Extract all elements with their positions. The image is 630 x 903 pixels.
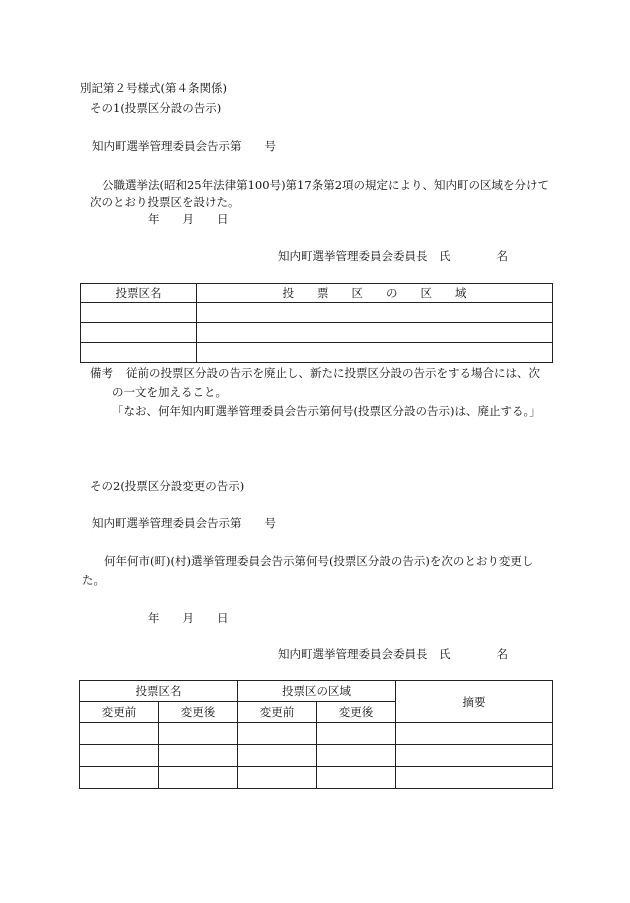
table-row xyxy=(80,723,553,745)
table-cell xyxy=(396,745,553,767)
remarks-line2: の一文を加えること。 xyxy=(112,385,227,399)
col-header-after-area: 変更後 xyxy=(317,702,396,723)
table-cell xyxy=(80,767,159,789)
col-header-district-name: 投票区名 xyxy=(81,284,197,303)
table-cell xyxy=(396,723,553,745)
table-cell xyxy=(159,745,238,767)
col-header-summary: 摘要 xyxy=(396,681,553,723)
section2-date: 年 月 日 xyxy=(148,611,229,625)
table-cell xyxy=(159,723,238,745)
group-header-district-name: 投票区名 xyxy=(80,681,238,702)
col-header-before-area: 変更前 xyxy=(238,702,317,723)
section2-table xyxy=(79,680,553,789)
remarks-label: 備考 xyxy=(90,366,113,380)
table-row xyxy=(81,323,553,343)
table-cell xyxy=(317,745,396,767)
remarks-quote: 「なお、何年知内町選挙管理委員会告示第何号(投票区分設の告示)は、廃止する。」 xyxy=(112,404,541,418)
section2-body-line2: た。 xyxy=(82,573,105,587)
table-row xyxy=(81,303,553,323)
section1-body-line1: 公職選挙法(昭和25年法律第100号)第17条第2項の規定により、知内町の区域を分けて xyxy=(102,178,550,192)
table-cell xyxy=(197,303,553,323)
remarks-line1: 従前の投票区分設の告示を廃止し、新たに投票区分設の告示をする場合には、次 xyxy=(126,366,540,380)
table-cell xyxy=(80,723,159,745)
form-title: 別記第２号様式(第４条関係) xyxy=(80,81,227,95)
table-row xyxy=(81,343,553,363)
table-cell xyxy=(80,745,159,767)
table-cell xyxy=(238,745,317,767)
table-cell xyxy=(238,723,317,745)
table-cell xyxy=(317,723,396,745)
table-cell xyxy=(197,343,553,363)
section1-signer: 知内町選挙管理委員会委員長 氏 名 xyxy=(278,249,508,263)
section2-body-line1: 何年何市(町)(村)選挙管理委員会告示第何号(投票区分設の告示)を次のとおり変更し xyxy=(104,554,534,568)
section1-notice-number: 知内町選挙管理委員会告示第 号 xyxy=(92,139,276,153)
table-cell xyxy=(197,323,553,343)
section1-body-line2: 次のとおり投票区を設けた。 xyxy=(90,195,240,209)
table-row xyxy=(80,745,553,767)
section1-table xyxy=(80,283,553,363)
col-header-after-name: 変更後 xyxy=(159,702,238,723)
section1-title: その1(投票区分設の告示) xyxy=(90,101,222,115)
table-cell xyxy=(396,767,553,789)
col-header-district-area: 投 票 区 の 区 域 xyxy=(197,284,553,303)
table-cell xyxy=(81,343,197,363)
group-header-district-area: 投票区の区域 xyxy=(238,681,396,702)
section2-title: その2(投票区分設変更の告示) xyxy=(90,479,245,493)
section1-date: 年 月 日 xyxy=(148,212,229,226)
table-row xyxy=(80,767,553,789)
table-cell xyxy=(317,767,396,789)
section2-signer: 知内町選挙管理委員会委員長 氏 名 xyxy=(278,647,508,661)
section2-notice-number: 知内町選挙管理委員会告示第 号 xyxy=(92,516,276,530)
table-cell xyxy=(81,303,197,323)
col-header-before-name: 変更前 xyxy=(80,702,159,723)
table-cell xyxy=(81,323,197,343)
table-cell xyxy=(159,767,238,789)
table-cell xyxy=(238,767,317,789)
